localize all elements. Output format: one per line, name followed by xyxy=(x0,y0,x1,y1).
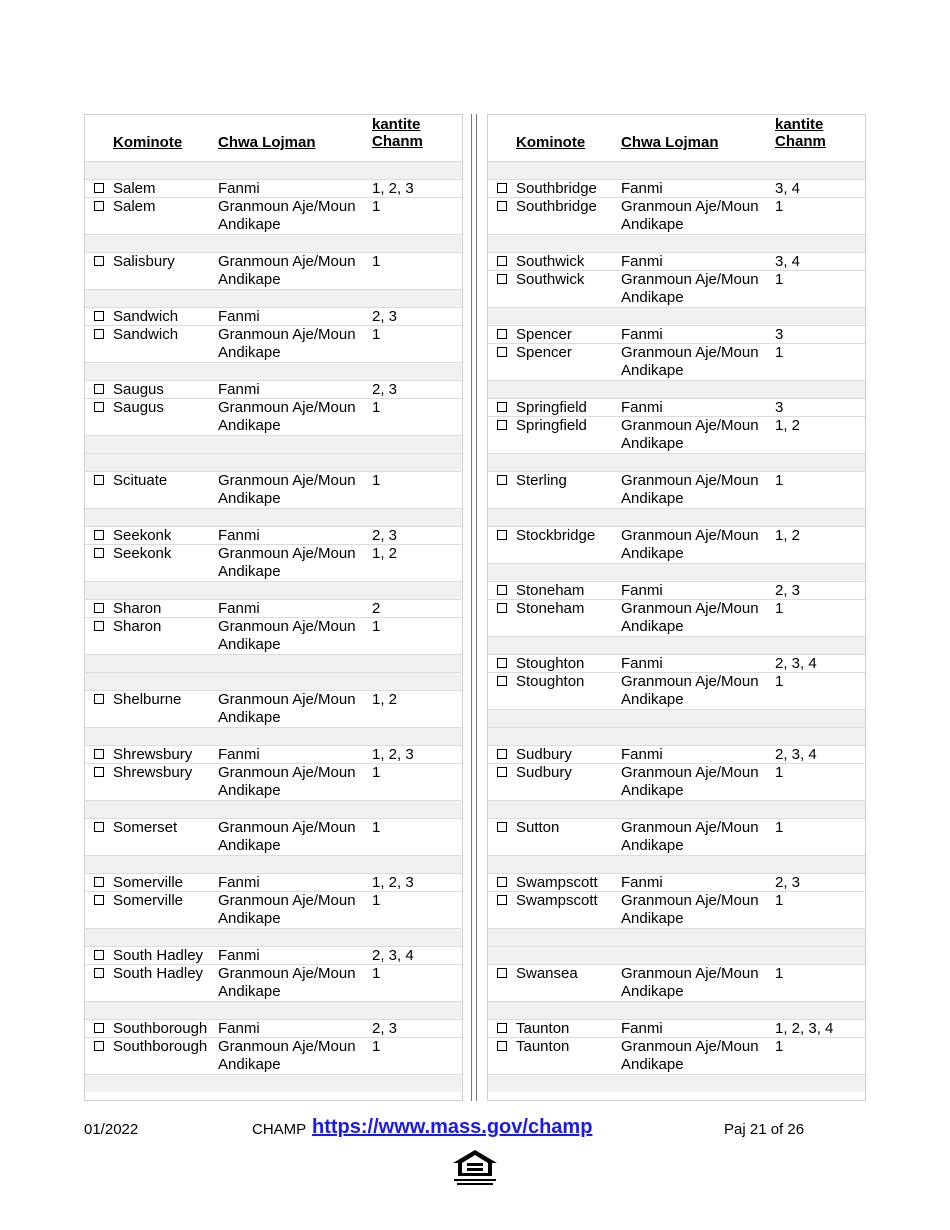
checkbox[interactable] xyxy=(94,384,104,394)
bedroom-count: 1 xyxy=(775,1038,784,1055)
spacer-row xyxy=(85,581,462,599)
bedroom-count: 1 xyxy=(775,472,784,489)
table-row xyxy=(85,325,462,362)
spacer-row xyxy=(488,1001,865,1019)
checkbox[interactable] xyxy=(94,311,104,321)
table-row xyxy=(488,745,865,763)
spacer-row xyxy=(85,234,462,252)
checkbox[interactable] xyxy=(94,1041,104,1051)
column-divider xyxy=(476,114,477,1101)
town-name: Taunton xyxy=(516,1038,570,1055)
header-kominote: Kominote xyxy=(113,134,183,151)
town-name: Seekonk xyxy=(113,527,172,544)
table-row xyxy=(85,197,462,234)
table-row xyxy=(85,471,462,508)
town-name: Southwick xyxy=(516,253,585,270)
table-row xyxy=(488,581,865,599)
bedroom-count: 2, 3 xyxy=(775,582,801,599)
spacer-row xyxy=(488,380,865,398)
housing-type: Fanmi xyxy=(621,655,663,672)
checkbox[interactable] xyxy=(497,475,507,485)
column-divider xyxy=(471,114,472,1101)
housing-type: Granmoun Aje/Moun Andikape xyxy=(218,965,356,1000)
bedroom-count: 3 xyxy=(775,399,784,416)
table-row xyxy=(85,818,462,855)
bedroom-count: 1 xyxy=(775,892,784,909)
town-name: Southborough xyxy=(113,1038,208,1055)
table-row xyxy=(488,763,865,800)
housing-type: Fanmi xyxy=(218,381,260,398)
table-row xyxy=(488,1037,865,1074)
town-name: Swansea xyxy=(516,965,578,982)
table-row xyxy=(85,252,462,289)
right-table xyxy=(487,114,866,1101)
checkbox[interactable] xyxy=(497,420,507,430)
bedroom-count: 1 xyxy=(372,965,381,982)
town-name: Sudbury xyxy=(516,746,572,763)
housing-type: Fanmi xyxy=(218,180,260,197)
bedroom-count: 2, 3 xyxy=(372,1020,398,1037)
table-row xyxy=(85,398,462,435)
bedroom-count: 1, 2 xyxy=(775,417,801,434)
bedroom-count: 2 xyxy=(372,600,381,617)
town-name: Sharon xyxy=(113,600,162,617)
table-row xyxy=(85,1037,462,1074)
spacer-row xyxy=(85,654,462,672)
housing-type: Granmoun Aje/Moun Andikape xyxy=(621,1038,759,1073)
bedroom-count: 1, 2 xyxy=(372,545,398,562)
town-name: Spencer xyxy=(516,344,572,361)
left-table xyxy=(84,114,463,1101)
header-chwa-lojman: Chwa Lojman xyxy=(621,134,719,151)
table-row xyxy=(85,179,462,197)
housing-type: Granmoun Aje/Moun Andikape xyxy=(621,892,759,927)
town-name: Sudbury xyxy=(516,764,572,781)
table-row xyxy=(85,873,462,891)
town-name: Spencer xyxy=(516,326,572,343)
table-row xyxy=(85,599,462,617)
housing-type: Fanmi xyxy=(621,180,663,197)
checkbox[interactable] xyxy=(94,895,104,905)
header-kantite-chanm: kantite Chanm xyxy=(775,116,826,150)
bedroom-count: 2, 3 xyxy=(775,874,801,891)
spacer-row xyxy=(488,928,865,946)
housing-type: Granmoun Aje/Moun Andikape xyxy=(621,965,759,1000)
table-row xyxy=(488,599,865,636)
housing-type: Granmoun Aje/Moun Andikape xyxy=(621,271,759,306)
town-name: Salem xyxy=(113,180,156,197)
bedroom-count: 1 xyxy=(775,673,784,690)
table-row xyxy=(85,745,462,763)
spacer-row xyxy=(85,928,462,946)
spacer-row xyxy=(85,855,462,873)
header-chwa-lojman: Chwa Lojman xyxy=(218,134,316,151)
bedroom-count: 1, 2 xyxy=(775,527,801,544)
housing-type: Fanmi xyxy=(218,947,260,964)
checkbox[interactable] xyxy=(497,347,507,357)
checkbox[interactable] xyxy=(94,530,104,540)
checkbox[interactable] xyxy=(497,183,507,193)
bedroom-count: 1 xyxy=(775,271,784,288)
housing-type: Granmoun Aje/Moun Andikape xyxy=(218,691,356,726)
table-row xyxy=(85,964,462,1001)
page-number: Paj 21 of 26 xyxy=(724,1121,805,1138)
spacer-row xyxy=(85,800,462,818)
housing-type: Fanmi xyxy=(621,1020,663,1037)
table-row xyxy=(488,416,865,453)
housing-type: Fanmi xyxy=(218,527,260,544)
housing-type: Fanmi xyxy=(621,253,663,270)
town-name: Somerset xyxy=(113,819,178,836)
checkbox[interactable] xyxy=(94,950,104,960)
footer-date: 01/2022 xyxy=(84,1121,139,1138)
town-name: Taunton xyxy=(516,1020,570,1037)
table-row xyxy=(488,672,865,709)
checkbox[interactable] xyxy=(94,548,104,558)
table-row xyxy=(488,197,865,234)
bedroom-count: 2, 3 xyxy=(372,381,398,398)
housing-type: Fanmi xyxy=(621,399,663,416)
spacer-row xyxy=(488,800,865,818)
bedroom-count: 1, 2, 3 xyxy=(372,746,414,763)
table-row xyxy=(85,380,462,398)
housing-type: Granmoun Aje/Moun Andikape xyxy=(218,1038,356,1073)
town-name: Salisbury xyxy=(113,253,175,270)
spacer-row xyxy=(488,727,865,745)
checkbox[interactable] xyxy=(94,877,104,887)
spacer-row xyxy=(488,1074,865,1092)
bedroom-count: 1 xyxy=(372,764,381,781)
bedroom-count: 1, 2, 3 xyxy=(372,180,414,197)
town-name: Sharon xyxy=(113,618,162,635)
checkbox[interactable] xyxy=(497,968,507,978)
town-name: Stockbridge xyxy=(516,527,596,544)
champ-link[interactable]: https://www.mass.gov/champ xyxy=(312,1116,593,1138)
checkbox[interactable] xyxy=(94,201,104,211)
checkbox[interactable] xyxy=(94,329,104,339)
town-name: Sandwich xyxy=(113,308,179,325)
checkbox[interactable] xyxy=(497,585,507,595)
footer-program: CHAMP xyxy=(252,1121,307,1138)
equal-housing-opportunity-logo xyxy=(451,1148,499,1188)
housing-type: Fanmi xyxy=(218,1020,260,1037)
checkbox[interactable] xyxy=(497,603,507,613)
bedroom-count: 1 xyxy=(372,618,381,635)
bedroom-count: 2, 3, 4 xyxy=(775,746,817,763)
town-name: Somerville xyxy=(113,892,184,909)
bedroom-count: 3 xyxy=(775,326,784,343)
spacer-row xyxy=(488,709,865,727)
table-row xyxy=(488,964,865,1001)
bedroom-count: 2, 3 xyxy=(372,527,398,544)
spacer-row xyxy=(85,508,462,526)
town-name: Shrewsbury xyxy=(113,746,193,763)
housing-type: Granmoun Aje/Moun Andikape xyxy=(621,600,759,635)
spacer-row xyxy=(85,1001,462,1019)
page-footer xyxy=(0,1116,950,1146)
housing-type: Fanmi xyxy=(621,746,663,763)
town-name: South Hadley xyxy=(113,965,204,982)
town-name: Sterling xyxy=(516,472,567,489)
town-name: Springfield xyxy=(516,417,587,434)
checkbox[interactable] xyxy=(497,822,507,832)
checkbox[interactable] xyxy=(94,603,104,613)
town-name: Sandwich xyxy=(113,326,179,343)
spacer-row xyxy=(85,362,462,380)
town-name: Scituate xyxy=(113,472,168,489)
table-row xyxy=(488,654,865,672)
table-header xyxy=(85,115,462,161)
checkbox[interactable] xyxy=(94,475,104,485)
table-row xyxy=(488,873,865,891)
spacer-row xyxy=(488,161,865,179)
bedroom-count: 1 xyxy=(372,399,381,416)
town-name: Springfield xyxy=(516,399,587,416)
table-row xyxy=(488,325,865,343)
housing-type: Granmoun Aje/Moun Andikape xyxy=(218,472,356,507)
table-row xyxy=(85,946,462,964)
bedroom-count: 1 xyxy=(372,198,381,215)
town-name: Shrewsbury xyxy=(113,764,193,781)
checkbox[interactable] xyxy=(497,530,507,540)
checkbox[interactable] xyxy=(497,658,507,668)
spacer-row xyxy=(488,234,865,252)
bedroom-count: 2, 3 xyxy=(372,308,398,325)
housing-type: Granmoun Aje/Moun Andikape xyxy=(218,253,356,288)
housing-type: Granmoun Aje/Moun Andikape xyxy=(218,618,356,653)
bedroom-count: 1 xyxy=(775,600,784,617)
spacer-row xyxy=(488,855,865,873)
spacer-row xyxy=(85,161,462,179)
checkbox[interactable] xyxy=(94,767,104,777)
housing-type: Granmoun Aje/Moun Andikape xyxy=(621,417,759,452)
right-rows xyxy=(488,161,865,1092)
table-header xyxy=(488,115,865,161)
housing-type: Fanmi xyxy=(621,874,663,891)
housing-type: Granmoun Aje/Moun Andikape xyxy=(621,472,759,507)
housing-type: Granmoun Aje/Moun Andikape xyxy=(218,326,356,361)
town-name: Saugus xyxy=(113,399,164,416)
housing-type: Fanmi xyxy=(218,746,260,763)
checkbox[interactable] xyxy=(497,676,507,686)
housing-type: Granmoun Aje/Moun Andikape xyxy=(621,527,759,562)
town-name: Stoughton xyxy=(516,655,585,672)
bedroom-count: 1 xyxy=(775,965,784,982)
checkbox[interactable] xyxy=(94,694,104,704)
checkbox[interactable] xyxy=(94,256,104,266)
housing-type: Granmoun Aje/Moun Andikape xyxy=(218,892,356,927)
table-row xyxy=(488,526,865,563)
spacer-row xyxy=(488,453,865,471)
bedroom-count: 3, 4 xyxy=(775,253,801,270)
checkbox[interactable] xyxy=(94,1023,104,1033)
bedroom-count: 1 xyxy=(372,819,381,836)
housing-type: Fanmi xyxy=(621,326,663,343)
checkbox[interactable] xyxy=(94,402,104,412)
housing-type: Fanmi xyxy=(621,582,663,599)
checkbox[interactable] xyxy=(497,767,507,777)
bedroom-count: 1 xyxy=(372,472,381,489)
town-name: Somerville xyxy=(113,874,184,891)
table-row xyxy=(85,763,462,800)
checkbox[interactable] xyxy=(497,329,507,339)
checkbox[interactable] xyxy=(497,201,507,211)
bedroom-count: 1 xyxy=(775,344,784,361)
header-kantite-chanm: kantite Chanm xyxy=(372,116,423,150)
header-kominote: Kominote xyxy=(516,134,586,151)
table-row xyxy=(488,252,865,270)
housing-type: Granmoun Aje/Moun Andikape xyxy=(621,819,759,854)
housing-type: Granmoun Aje/Moun Andikape xyxy=(218,819,356,854)
bedroom-count: 1 xyxy=(775,819,784,836)
town-name: Southbridge xyxy=(516,180,597,197)
housing-type: Granmoun Aje/Moun Andikape xyxy=(218,198,356,233)
checkbox[interactable] xyxy=(94,183,104,193)
housing-type: Fanmi xyxy=(218,308,260,325)
housing-type: Granmoun Aje/Moun Andikape xyxy=(621,198,759,233)
bedroom-count: 1 xyxy=(372,892,381,909)
bedroom-count: 1, 2, 3 xyxy=(372,874,414,891)
spacer-row xyxy=(488,508,865,526)
housing-type: Granmoun Aje/Moun Andikape xyxy=(621,344,759,379)
checkbox[interactable] xyxy=(497,1041,507,1051)
bedroom-count: 1, 2, 3, 4 xyxy=(775,1020,834,1037)
checkbox[interactable] xyxy=(497,402,507,412)
town-name: Salem xyxy=(113,198,156,215)
bedroom-count: 1 xyxy=(372,253,381,270)
spacer-row xyxy=(85,1074,462,1092)
checkbox[interactable] xyxy=(94,968,104,978)
table-row xyxy=(488,818,865,855)
town-name: Stoughton xyxy=(516,673,585,690)
spacer-row xyxy=(488,946,865,964)
table-row xyxy=(488,179,865,197)
town-name: South Hadley xyxy=(113,947,204,964)
bedroom-count: 3, 4 xyxy=(775,180,801,197)
table-row xyxy=(85,891,462,928)
table-row xyxy=(85,1019,462,1037)
bedroom-count: 1 xyxy=(775,198,784,215)
town-name: Shelburne xyxy=(113,691,182,708)
bedroom-count: 2, 3, 4 xyxy=(372,947,414,964)
table-row xyxy=(488,343,865,380)
table-row xyxy=(85,690,462,727)
spacer-row xyxy=(85,289,462,307)
table-row xyxy=(85,617,462,654)
checkbox[interactable] xyxy=(94,749,104,759)
spacer-row xyxy=(85,672,462,690)
housing-type: Fanmi xyxy=(218,600,260,617)
housing-type: Fanmi xyxy=(218,874,260,891)
town-name: Seekonk xyxy=(113,545,172,562)
town-name: Southwick xyxy=(516,271,585,288)
bedroom-count: 2, 3, 4 xyxy=(775,655,817,672)
left-rows xyxy=(85,161,462,1092)
spacer-row xyxy=(488,563,865,581)
town-name: Swampscott xyxy=(516,892,598,909)
housing-type: Granmoun Aje/Moun Andikape xyxy=(621,673,759,708)
table-row xyxy=(488,891,865,928)
checkbox[interactable] xyxy=(497,256,507,266)
spacer-row xyxy=(85,727,462,745)
town-name: Southbridge xyxy=(516,198,597,215)
checkbox[interactable] xyxy=(497,877,507,887)
town-name: Stoneham xyxy=(516,600,585,617)
checkbox[interactable] xyxy=(94,822,104,832)
housing-type: Granmoun Aje/Moun Andikape xyxy=(218,399,356,434)
bedroom-count: 1, 2 xyxy=(372,691,398,708)
table-row xyxy=(488,1019,865,1037)
table-row xyxy=(85,526,462,544)
checkbox[interactable] xyxy=(497,1023,507,1033)
spacer-row xyxy=(488,307,865,325)
town-name: Sutton xyxy=(516,819,560,836)
bedroom-count: 1 xyxy=(372,326,381,343)
table-row xyxy=(488,471,865,508)
housing-type: Granmoun Aje/Moun Andikape xyxy=(218,545,356,580)
spacer-row xyxy=(85,435,462,453)
bedroom-count: 1 xyxy=(372,1038,381,1055)
checkbox[interactable] xyxy=(497,749,507,759)
checkbox[interactable] xyxy=(497,895,507,905)
housing-type: Granmoun Aje/Moun Andikape xyxy=(621,764,759,799)
housing-type: Granmoun Aje/Moun Andikape xyxy=(218,764,356,799)
table-row xyxy=(85,307,462,325)
bedroom-count: 1 xyxy=(775,764,784,781)
table-row xyxy=(85,544,462,581)
spacer-row xyxy=(488,636,865,654)
town-name: Southborough xyxy=(113,1020,208,1037)
table-row xyxy=(488,270,865,307)
town-name: Saugus xyxy=(113,381,164,398)
town-name: Stoneham xyxy=(516,582,585,599)
checkbox[interactable] xyxy=(94,621,104,631)
town-name: Swampscott xyxy=(516,874,598,891)
checkbox[interactable] xyxy=(497,274,507,284)
spacer-row xyxy=(85,453,462,471)
table-row xyxy=(488,398,865,416)
